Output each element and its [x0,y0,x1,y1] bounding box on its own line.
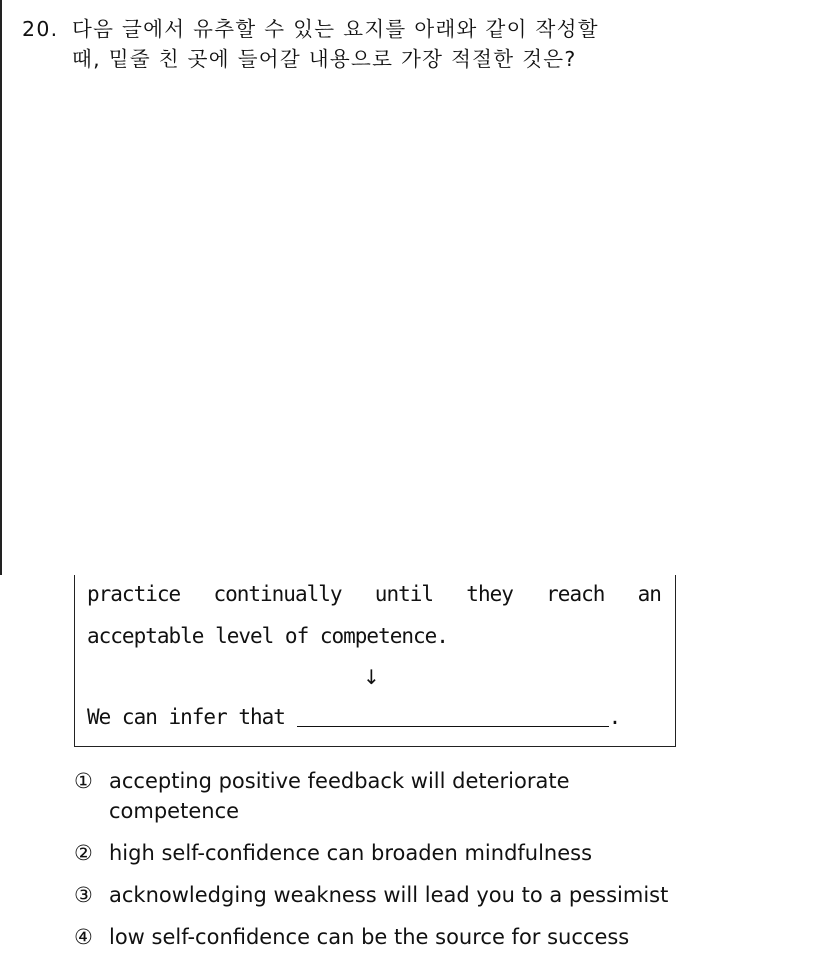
option-2[interactable] [74,838,668,868]
summary-line-3 [87,704,620,729]
summary-word: until [374,582,434,606]
question-text-1: 다음 글에서 유추할 수 있는 요지를 아래와 같이 작성할 [72,17,599,41]
option-3[interactable] [74,880,668,910]
summary-line-1 [87,582,661,606]
option-4[interactable] [74,922,668,952]
inference-suffix: . [608,705,621,729]
left-margin-rule [0,0,2,575]
option-number: ② [74,841,93,865]
answer-blank [297,704,609,727]
summary-box [74,575,676,747]
question-number: 20. [22,17,59,41]
option-text-continued: competence [109,799,240,823]
option-text: low self-confidence can be the source for success [109,925,630,949]
summary-word: reach [546,582,605,606]
summary-word: continually [213,582,342,606]
option-number: ④ [74,925,93,949]
summary-word: they [466,582,513,606]
option-text: accepting positive feedback will deteriorate [109,769,570,793]
inference-prefix: We can infer that [87,705,285,729]
question-stem [22,14,599,74]
answer-options [74,766,668,964]
question-text-2: 때, 밑줄 친 곳에 들어갈 내용으로 가장 적절한 것은? [72,47,577,71]
summary-word: practice [87,582,181,606]
option-number: ① [74,769,93,793]
question-line-1 [22,14,599,44]
summary-line-2: acceptable level of competence. [87,624,448,648]
option-number: ③ [74,883,93,907]
down-arrow-icon: ↓ [363,665,380,689]
option-1[interactable] [74,766,668,826]
option-text: acknowledging weakness will lead you to a pessimist [109,883,669,907]
summary-word: an [637,582,661,606]
option-text: high self-confidence can broaden mindfulness [109,841,593,865]
